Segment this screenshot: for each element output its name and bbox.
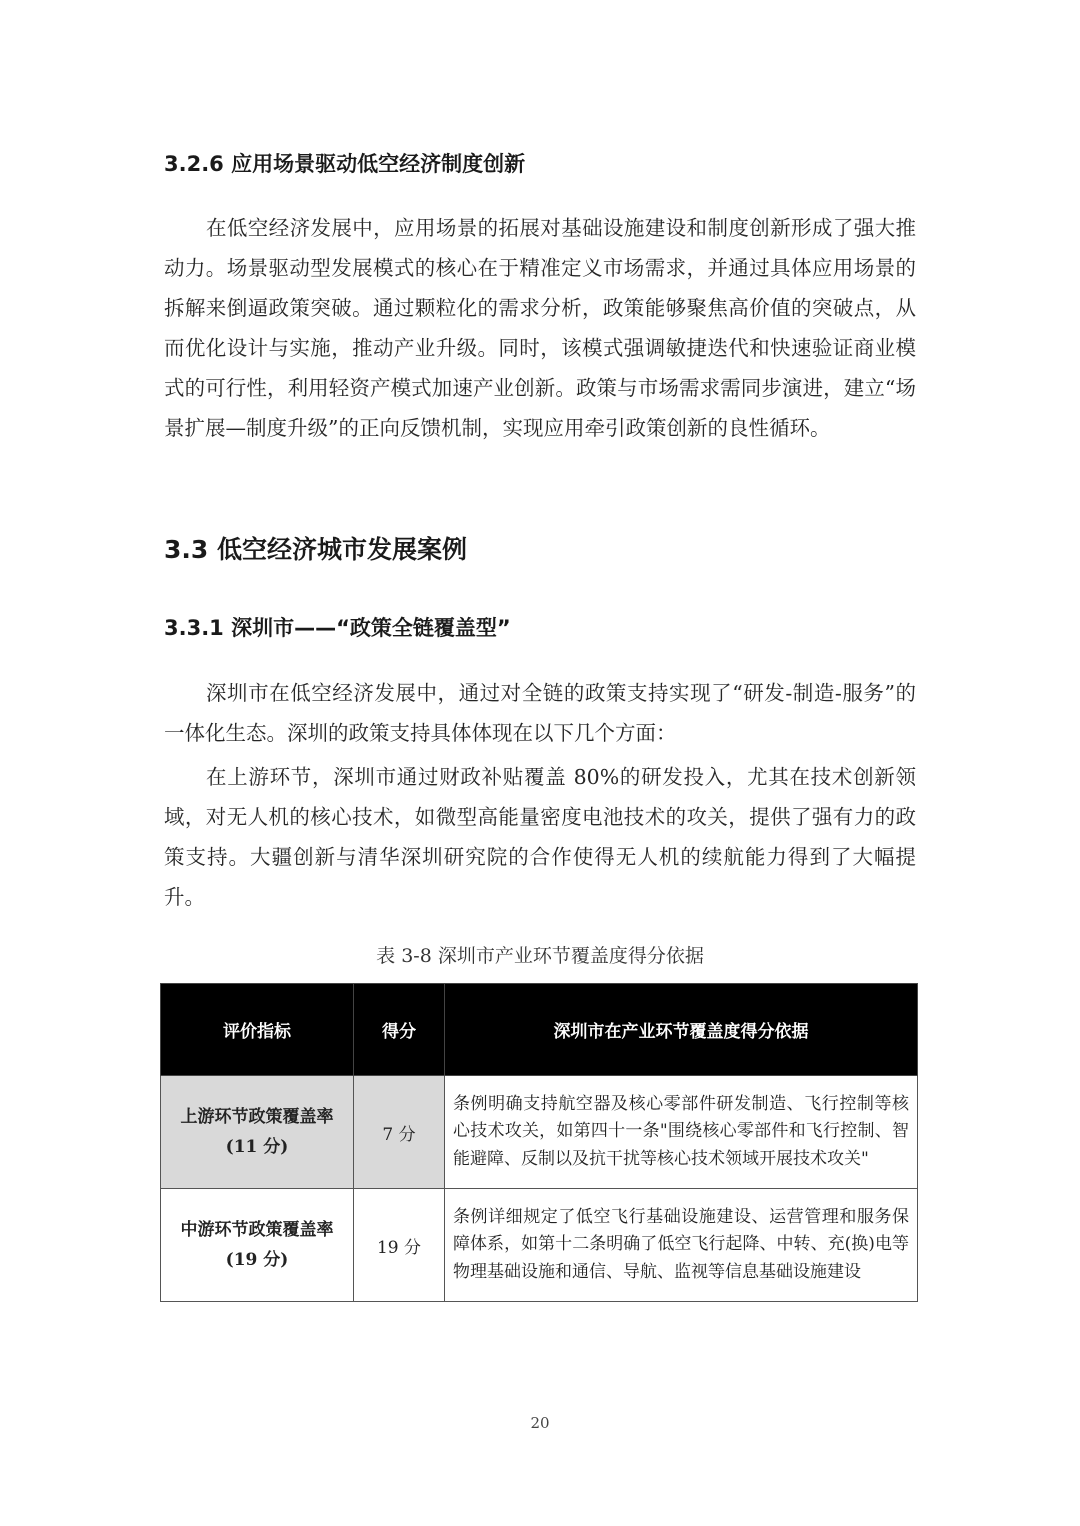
section-3-3-1-paragraph-2: 在上游环节，深圳市通过财政补贴覆盖 80%的研发投入，尤其在技术创新领域，对无人机的核心技术，如微型高能量密度电池技术的攻关，提供了强有力的政策支持。大疆创新与清华深圳研究院的合作使得无人机的续航能力得到了大幅提升。 bbox=[164, 765, 916, 909]
section-3-3-1-paragraph-1: 深圳市在低空经济发展中，通过对全链的政策支持实现了“研发-制造-服务”的一体化生态。深圳的政策支持具体体现在以下几个方面： bbox=[164, 681, 916, 745]
indicator-max-score: (11 分) bbox=[225, 1137, 289, 1157]
table-header-row bbox=[161, 984, 918, 1076]
indicator-name: 中游环节政策覆盖率 bbox=[180, 1220, 334, 1240]
basis-cell: 条例明确支持航空器及核心零部件研发制造、飞行控制等核心技术攻关，如第四十一条"围绕核心零部件和飞行控制、智能避障、反制以及抗干扰等核心技术领域开展技术攻关" bbox=[445, 1076, 918, 1189]
section-3-2-6-heading: 3.2.6 应用场景驱动低空经济制度创新 bbox=[164, 152, 526, 176]
table-row bbox=[161, 1189, 918, 1302]
indicator-cell bbox=[161, 1076, 354, 1189]
section-3-3-heading: 3.3 低空经济城市发展案例 bbox=[164, 535, 467, 564]
table-row bbox=[161, 1076, 918, 1189]
score-basis-table bbox=[160, 983, 918, 1302]
score-cell: 7 分 bbox=[354, 1076, 445, 1189]
header-score: 得分 bbox=[354, 984, 445, 1076]
table-caption: 表 3-8 深圳市产业环节覆盖度得分依据 bbox=[376, 945, 704, 967]
score-cell: 19 分 bbox=[354, 1189, 445, 1302]
header-basis: 深圳市在产业环节覆盖度得分依据 bbox=[445, 984, 918, 1076]
indicator-max-score: (19 分) bbox=[225, 1250, 289, 1270]
indicator-name: 上游环节政策覆盖率 bbox=[180, 1107, 334, 1127]
indicator-cell bbox=[161, 1189, 354, 1302]
header-indicator: 评价指标 bbox=[161, 984, 354, 1076]
section-3-2-6-paragraph: 在低空经济发展中，应用场景的拓展对基础设施建设和制度创新形成了强大推动力。场景驱动型发展模式的核心在于精准定义市场需求，并通过具体应用场景的拆解来倒逼政策突破。通过颗粒化的需求分析，政策能够聚焦高价值的突破点，从而优化设计与实施，推动产业升级。同时，该模式强调敏捷迭代和快速验证商业模式的可行性，利用轻资产模式加速产业创新。政策与市场需求需同步演进，建立“场景扩展—制度升级”的正向反馈机制，实现应用牵引政策创新的良性循环。 bbox=[164, 216, 916, 440]
basis-cell: 条例详细规定了低空飞行基础设施建设、运营管理和服务保障体系，如第十二条明确了低空飞行起降、中转、充(换)电等物理基础设施和通信、导航、监视等信息基础设施建设 bbox=[445, 1189, 918, 1302]
page-number: 20 bbox=[530, 1414, 550, 1432]
section-3-3-1-heading: 3.3.1 深圳市——“政策全链覆盖型” bbox=[164, 616, 511, 640]
